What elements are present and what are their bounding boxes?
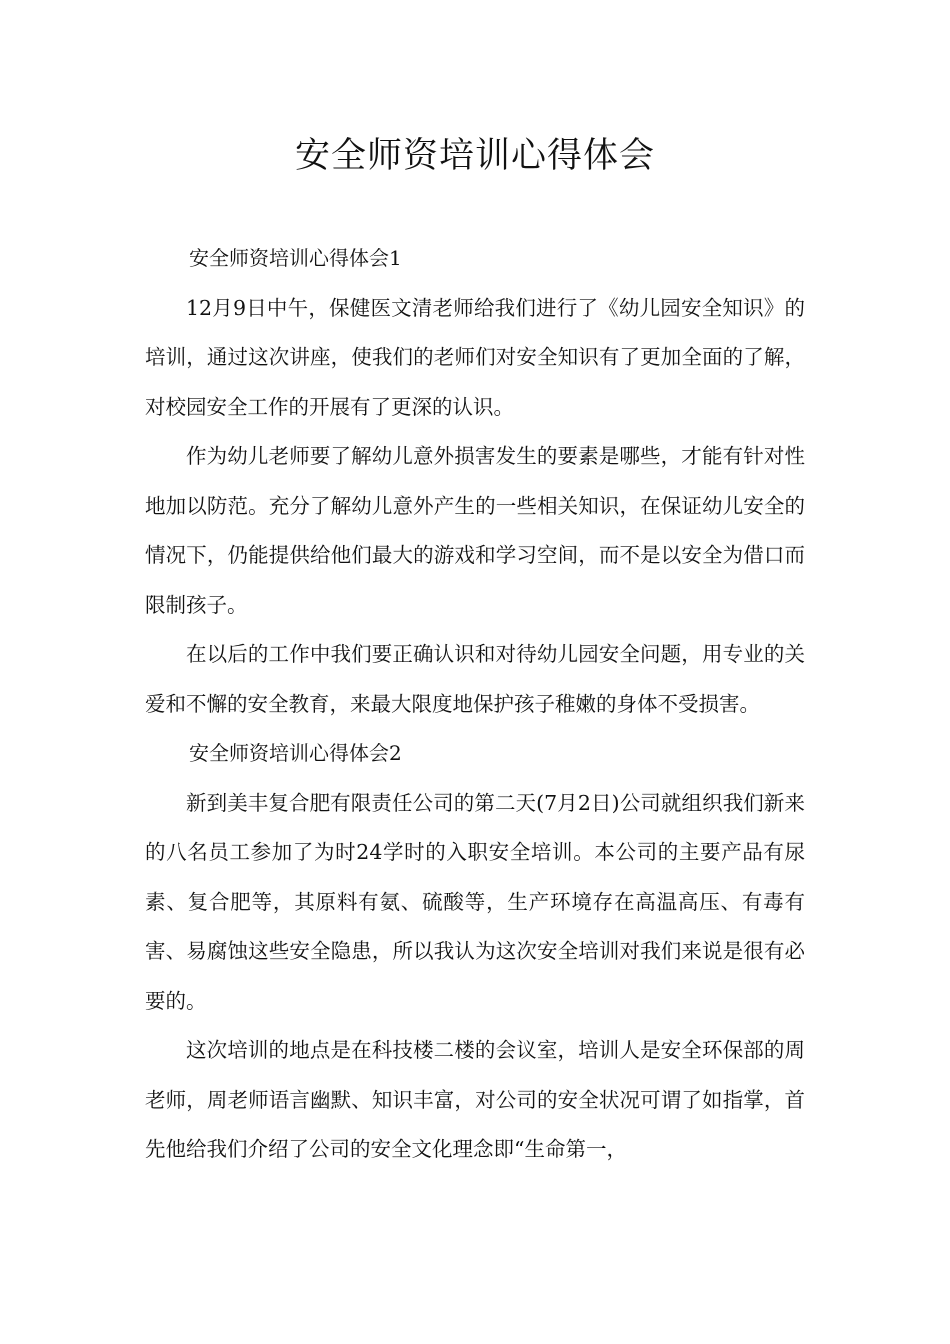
paragraph: 在以后的工作中我们要正确认识和对待幼儿园安全问题，用专业的关爱和不懈的安全教育，来最大限度地保护孩子稚嫩的身体不受损害。 [145, 642, 805, 716]
paragraph: 新到美丰复合肥有限责任公司的第二天(7月2日)公司就组织我们新来的八名员工参加了为时24学时的入职安全培训。本公司的主要产品有尿素、复合肥等，其原料有氨、硫酸等，生产环境存在高温高压、有毒有害、易腐蚀这些安全隐患，所以我认为这次安全培训对我们来说是很有必要的。 [145, 790, 805, 1013]
paragraph: 作为幼儿老师要了解幼儿意外损害发生的要素是哪些，才能有针对性地加以防范。充分了解幼儿意外产生的一些相关知识，在保证幼儿安全的情况下，仍能提供给他们最大的游戏和学习空间，而不是以安全为借口而限制孩子。 [145, 444, 805, 617]
section-heading: 安全师资培训心得体会2 [189, 741, 402, 765]
paragraph: 12月9日中午，保健医文清老师给我们进行了《幼儿园安全知识》的培训，通过这次讲座，使我们的老师们对安全知识有了更加全面的了解，对校园安全工作的开展有了更深的认识。 [145, 295, 805, 419]
document-page [145, 0, 805, 1175]
section-heading: 安全师资培训心得体会1 [189, 246, 402, 270]
section-1 [145, 234, 805, 729]
paragraph: 这次培训的地点是在科技楼二楼的会议室，培训人是安全环保部的周老师，周老师语言幽默、知识丰富，对公司的安全状况可谓了如指掌，首先他给我们介绍了公司的安全文化理念即“生命第一， [145, 1038, 805, 1161]
document-body [145, 234, 805, 1175]
section-2 [145, 729, 805, 1175]
document-title: 安全师资培训心得体会 [294, 136, 655, 176]
